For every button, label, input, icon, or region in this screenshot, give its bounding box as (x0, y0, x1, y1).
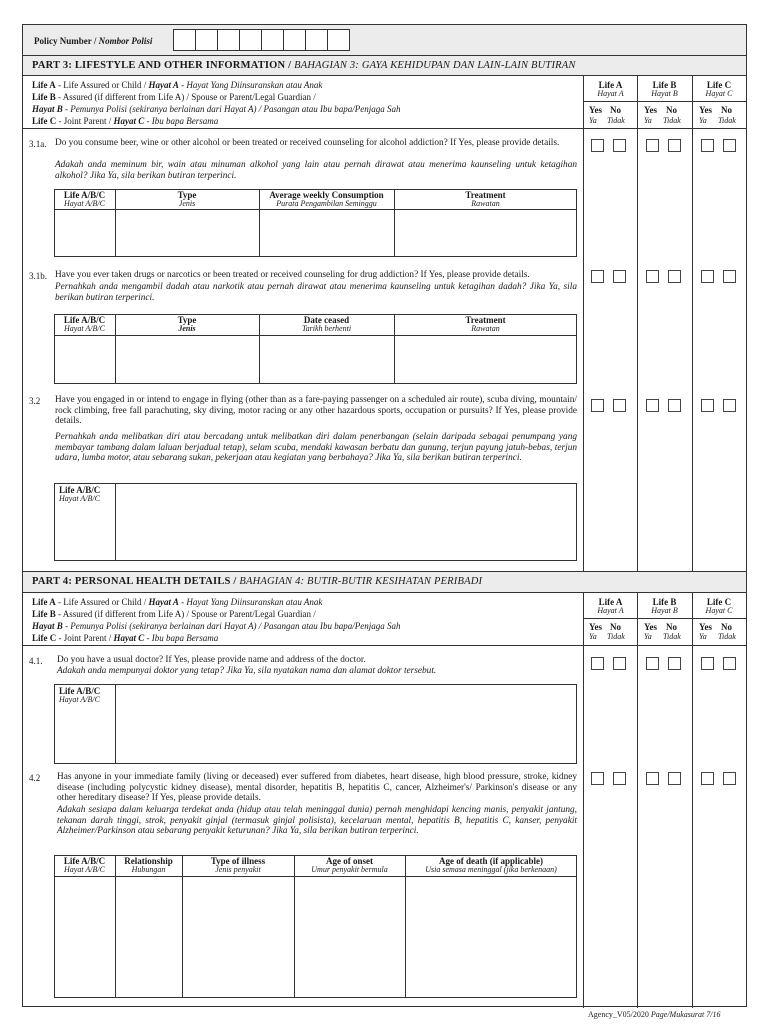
q41-life-a-no-checkbox[interactable] (613, 657, 626, 670)
q31b-life-c-yes-checkbox[interactable] (701, 270, 714, 283)
policy-digit-cell[interactable] (261, 29, 284, 51)
q41-life-b-yes-checkbox[interactable] (646, 657, 659, 670)
q32-number: 3.2 (29, 396, 41, 406)
q31a-life-c-yes-checkbox[interactable] (701, 139, 714, 152)
q31b-col-type: Type (177, 315, 197, 325)
q41-question-ms: Adakah anda mempunyai doktor yang tetap? Jika Ya, sila nyatakan nama dan alamat doktor tersebut. (57, 666, 437, 676)
q31a-col-treatment: Treatment (465, 190, 506, 200)
q41-details-box[interactable] (54, 684, 577, 764)
q31b-life-b-yes-checkbox[interactable] (646, 270, 659, 283)
q41-life-a-yes-checkbox[interactable] (591, 657, 604, 670)
q32-life-b-yes-checkbox[interactable] (646, 399, 659, 412)
q32-question-ms: Pernahkah anda melibatkan diri atau bercadang untuk melibatkan diri dalam penerbangan (selain daripada sebagai penumpang yang membayar tambang dalam laluan berjadual tetap), selam scuba, mendaki kawasan berbatu dan gunung, terjun payung jatuh-bebas, terjun udara, lumba motor, atau sebarang sukan, pekerjaan atau kegiatan yang berbahaya? Jika Ya, sila berikan butiran terperinci. (55, 432, 577, 464)
q31a-col-life: Life A/B/C (63, 190, 106, 200)
q42-col-life: Life A/B/C (63, 856, 106, 866)
q42-col-death: Age of death (if applicable) (439, 856, 543, 866)
q31a-life-c-no-checkbox[interactable] (723, 139, 736, 152)
q42-number: 4.2 (29, 773, 41, 783)
q41-col-life: Life A/B/C (59, 686, 101, 696)
q31b-life-a-no-checkbox[interactable] (613, 270, 626, 283)
q31a-col-consumption: Average weekly Consumption (269, 190, 384, 200)
q32-details-box[interactable] (54, 483, 577, 561)
q31b-col-date-ceased: Date ceased (303, 315, 350, 325)
q32-question: Have you engaged in or intend to engage in flying (other than as a fare-paying passenger on a scheduled air route), scuba diving, mountain/ rock climbing, free fall parachuting, sky diving, motor racing or any other hazardous sports, occupation or pursuits? If Yes, please provide details. (55, 395, 577, 427)
policy-digit-cell[interactable] (283, 29, 306, 51)
q31a-life-a-no-checkbox[interactable] (613, 139, 626, 152)
q31b-life-b-no-checkbox[interactable] (668, 270, 681, 283)
page-number: Page/Mukasurat 7/16 (650, 1010, 721, 1019)
q31a-life-b-yes-checkbox[interactable] (646, 139, 659, 152)
q41-life-b-no-checkbox[interactable] (668, 657, 681, 670)
policy-digit-cell[interactable] (217, 29, 240, 51)
q32-life-c-yes-checkbox[interactable] (701, 399, 714, 412)
q32-life-c-no-checkbox[interactable] (723, 399, 736, 412)
policy-digit-cell[interactable] (173, 29, 196, 51)
q31b-life-c-no-checkbox[interactable] (723, 270, 736, 283)
q31a-life-b-no-checkbox[interactable] (668, 139, 681, 152)
q31a-number: 3.1a. (29, 139, 47, 149)
q42-col-relationship: Relationship (124, 856, 173, 866)
q42-life-a-yes-checkbox[interactable] (591, 772, 604, 785)
q42-question: Has anyone in your immediate family (living or deceased) ever suffered from diabetes, heart disease, high blood pressure, stroke, kidney disease (including polycystic kidney disease), mental disorder, hepatitis B, hepatitis C, cancer, Alzheimer's/ Parkinson's disease or any other hereditary disease? If Yes, please provide details. (57, 772, 577, 804)
q42-life-c-yes-checkbox[interactable] (701, 772, 714, 785)
form-page: Policy Number / Nombor Polisi PART 3: LIFESTYLE AND OTHER INFORMATION / BAHAGIAN 3: GAYA KEHIDUPAN DAN LAIN-LAIN BUTIRAN Life A - Life Assured or Child / Hayat A - Hayat Yang Diinsuranskan atau Anak Life B - Assured (if different from Life A) / Spouse or Parent/Legal Guardian / Hayat B - Pemunya Polisi (sekiranya berlainan dari Hayat A) / Pasangan atau Ibu bapa/Penjaga Sah Life C - Joint Parent / Hayat C - Ibu bapa Bersama Life A Hayat A Life B Hayat B Life C Hayat C Yes No Ya Tidak Yes No Ya Tidak Yes No Ya Tidak 3.1a. Do you consume beer, wine or other alcohol or been treated or received counseling for alcohol addiction? If Yes, please provide details. Adakah anda meminum bir, wain atau minuman alkohol yang lain atau pernah dirawat atau menerima kaunseling untuk ketagihan alkohol? Jika Ya, sila berikan butiran terperinci. Life A/B/C Hayat A/B/C Type Jenis Average weekly Consumption Purata Pengambilan Seminggu Treatment Rawatan 3.1b. Have you ever taken drugs or narcotics or been treated or received counseling for drug addiction? If Yes, please provide details. Pernahkah anda mengambil dadah atau narkotik atau pernah dirawat atau menerima kaunseling untuk ketagihan dadah? Jika Ya, sila berikan butiran terperinci. Life A/B/C Hayat A/B/C Type Jenis Date ceased Tarikh berhenti Treatment Rawatan 3.2 Have you engaged in or intend to engage in flying (other than as a fare-paying passenger on a scheduled air route), scuba diving, mountain/ rock climbing, free fall parachuting, sky diving, motor racing or any other hazardous sports, occupation or pursuits? If Yes, please provide details. Pernahkah anda melibatkan diri atau bercadang untuk melibatkan diri dalam penerbangan (selain daripada sebagai penumpang yang membayar tambang dalam laluan berjadual tetap), selam scuba, mendaki kawasan berbatu dan gunung, terjun payung jatuh-bebas, terjun udara, lumba motor, atau sebarang sukan, pekerjaan atau kegiatan yang berbahaya? Jika Ya, sila berikan butiran terperinci. Life A/B/C Hayat A/B/C PART 4: PERSONAL HEALTH DETAILS / BAHAGIAN 4: BUTIR-BUTIR KESIHATAN PERIBADI Life A - Life Assured or Child / Hayat A - Hayat Yang Diinsuranskan atau Anak Life B - Assured (if different from Life A) / Spouse or Parent/Legal Guardian / Hayat B - Pemunya Polisi (sekiranya berlainan dari Hayat A) / Pasangan atau Ibu bapa/Penjaga Sah Life C - Joint Parent / Hayat C - Ibu bapa Bersama Life A Hayat A Life B Hayat B Life C Hayat C Yes No Ya Tidak Yes No Ya Tidak Yes No Ya Tidak 4.1. Do you have a usual doctor? If Yes, please provide name and address of the doctor. Adakah anda mempunyai doktor yang tetap? Jika Ya, sila nyatakan nama dan alamat doktor tersebut. Life A/B/C Hayat A/B/C 4.2 Has anyone in your immediate family (living or deceased) ever suffered from diabetes, heart disease, high blood pressure, stroke, kidney disease (including polycystic kidney disease), mental disorder, hepatitis B, hepatitis C, cancer, Alzheimer's/ Parkinson's disease or any other hereditary disease? If Yes, please provide details. Adakah sesiapa dalam keluarga terdekat anda (hidup atau telah meninggal dunia) pernah menghidapi kencing manis, penyakit jantung, tekanan darah tinggi, strok, penyakit ginjal (termasuk ginjal polisista), kecelaruan mental, hepatitis B, hepatitis C, kanser, penyakit Alzheimer/Parkinson atau sebarang penyakit keturunan? Jika Ya, sila berikan butiran terperinci. Life A/B/C Hayat A/B/C Relationship Hubungan Type of illness Jenis penyakit Age of onset Umur penyakit bermula Age of death (if applicable) Usia semasa meninggal (jika berkenaan) (22, 24, 747, 1007)
q41-number: 4.1. (29, 656, 43, 666)
q31b-col-treatment: Treatment (465, 315, 506, 325)
q32-life-a-yes-checkbox[interactable] (591, 399, 604, 412)
part4-title: PART 4: PERSONAL HEALTH DETAILS / BAHAGIAN 4: BUTIR-BUTIR KESIHATAN PERIBADI (32, 576, 483, 587)
q42-life-b-no-checkbox[interactable] (668, 772, 681, 785)
q31b-question: Have you ever taken drugs or narcotics or been treated or received counseling for drug addiction? If Yes, please provide details. (55, 270, 530, 280)
q41-question: Do you have a usual doctor? If Yes, please provide name and address of the doctor. (57, 655, 366, 665)
q41-life-c-no-checkbox[interactable] (723, 657, 736, 670)
q31a-question: Do you consume beer, wine or other alcohol or been treated or received counseling for alcohol addiction? If Yes, please provide details. (55, 138, 560, 148)
q31b-question-ms: Pernahkah anda mengambil dadah atau narkotik atau pernah dirawat atau menerima kaunseling untuk ketagihan dadah? Jika Ya, sila berikan butiran terperinci. (55, 282, 577, 303)
q31a-question-ms: Adakah anda meminum bir, wain atau minuman alkohol yang lain atau pernah dirawat atau menerima kaunseling untuk ketagihan alkohol? Jika Ya, sila berikan butiran terperinci. (55, 160, 577, 181)
q42-question-ms: Adakah sesiapa dalam keluarga terdekat anda (hidup atau telah meninggal dunia) pernah menghidapi kencing manis, penyakit jantung, tekanan darah tinggi, strok, penyakit ginjal (termasuk ginjal polisista), kecelaruan mental, hepatitis B, hepatitis C, kanser, penyakit Alzheimer/Parkinson atau sebarang penyakit keturunan? Jika Ya, sila berikan butiran terperinci. (57, 805, 577, 837)
q31b-life-a-yes-checkbox[interactable] (591, 270, 604, 283)
q31a-col-type: Type (177, 190, 197, 200)
policy-number-label: Policy Number / Nombor Polisi (34, 36, 153, 46)
q42-life-a-no-checkbox[interactable] (613, 772, 626, 785)
q31b-col-life: Life A/B/C (63, 315, 106, 325)
version-code: Agency_V05/2020 (588, 1010, 649, 1019)
q31b-number: 3.1b. (29, 271, 47, 281)
q42-col-illness: Type of illness (210, 856, 266, 866)
q32-col-life: Life A/B/C (59, 485, 101, 495)
q42-col-onset: Age of onset (326, 856, 373, 866)
q32-life-a-no-checkbox[interactable] (613, 399, 626, 412)
q32-life-b-no-checkbox[interactable] (668, 399, 681, 412)
page-footer (588, 1010, 720, 1019)
q41-life-c-yes-checkbox[interactable] (701, 657, 714, 670)
policy-digit-cell[interactable] (239, 29, 262, 51)
policy-digit-cell[interactable] (327, 29, 350, 51)
q31a-life-a-yes-checkbox[interactable] (591, 139, 604, 152)
part3-title: PART 3: LIFESTYLE AND OTHER INFORMATION / BAHAGIAN 3: GAYA KEHIDUPAN DAN LAIN-LAIN BUTIRAN (32, 60, 576, 71)
q42-life-c-no-checkbox[interactable] (723, 772, 736, 785)
q42-life-b-yes-checkbox[interactable] (646, 772, 659, 785)
policy-digit-cell[interactable] (195, 29, 218, 51)
policy-digit-cell[interactable] (305, 29, 328, 51)
